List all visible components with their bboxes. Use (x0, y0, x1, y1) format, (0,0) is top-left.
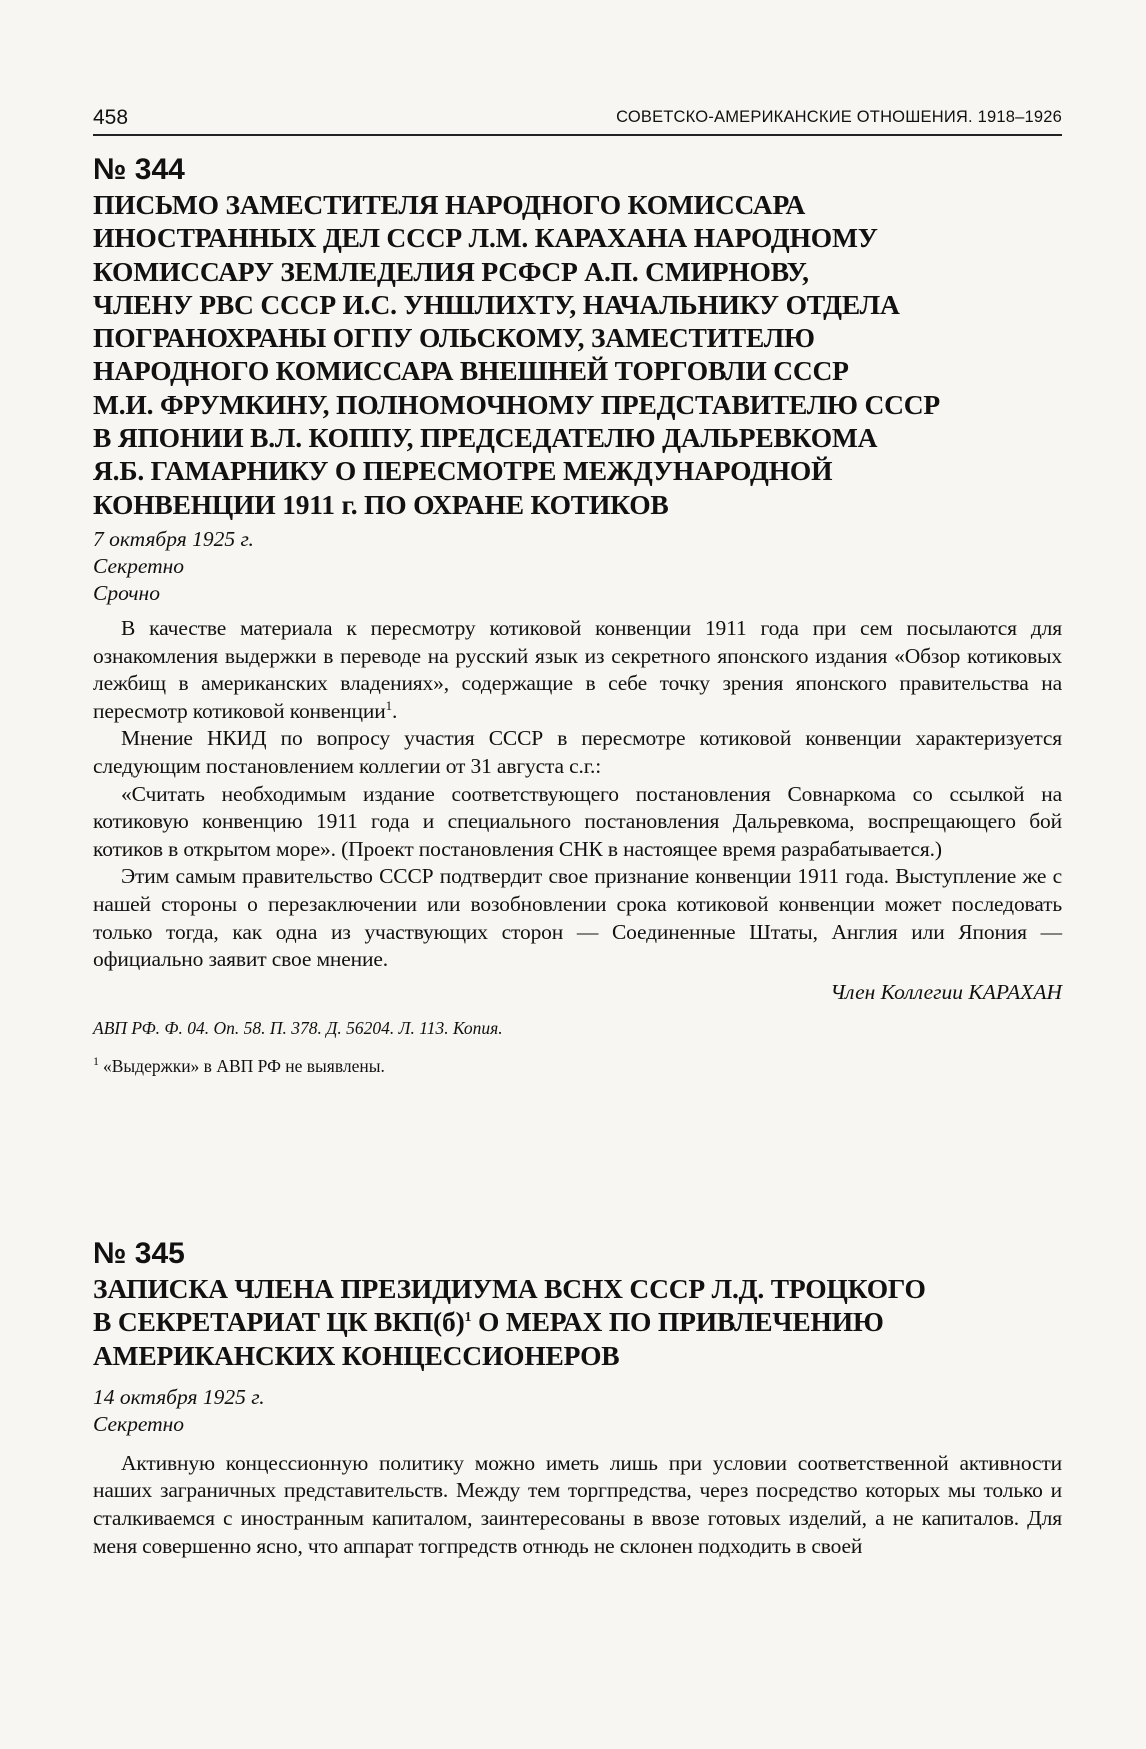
title-line: НАРОДНОГО КОМИССАРА ВНЕШНЕЙ ТОРГОВЛИ СССР (93, 355, 849, 387)
document-number: № 344 (93, 153, 185, 186)
book-title: СОВЕТСКО-АМЕРИКАНСКИЕ ОТНОШЕНИЯ. 1918–1926 (616, 108, 1062, 126)
secrecy-mark: Секретно (93, 553, 185, 578)
title-line: М.И. ФРУМКИНУ, ПОЛНОМОЧНОМУ ПРЕДСТАВИТЕЛЮ СССР (93, 388, 941, 420)
title-line: ПИСЬМО ЗАМЕСТИТЕЛЯ НАРОДНОГО КОМИССАРА (93, 189, 806, 220)
paragraph: В качестве материала к пересмотру котиковой конвенции 1911 года при сем посылаются для ознакомления выдержки в переводе на русский язык из секретного японского издания «Обзор котиковых лежбищ в американских владениях», содержащие в себе точку зрения японского правительства на пересмотр котиковой конвенции$^1$. (93, 615, 1062, 723)
paragraph: Мнение НКИД по вопросу участия СССР в пересмотре котиковой конвенции характеризуется следующим постановлением коллегии от 31 августа с.г.: (93, 726, 1062, 778)
document-date: 14 октября 1925 г. (93, 1384, 265, 1409)
document-title (93, 1272, 1062, 1372)
paragraph: Активную концессионную политику можно иметь лишь при условии соответственной активности наших заграничных представительств. Между тем торгпредства, через посредство которых мы только и сталкиваемся с иностранным капиталом, заинтересованы в ввозе готовых изделий, а не капиталов. Для меня совершенно ясно, что аппарат тогпредств отнюдь не склонен подходить в своей (93, 1450, 1062, 1558)
title-line: В СЕКРЕТАРИАТ ЦК $ВКП(б)^1$ О МЕРАХ ПО ПРИВЛЕЧЕНИЮ (93, 1306, 884, 1338)
quote-paragraph: «Считать необходимым издание соответствующего постановления Совнаркома со ссылкой на котиковую конвенцию 1911 года и специального постановления Дальревкома, воспрещающего бой котиков в открытом море». (Проект постановления СНК в настоящее время разрабатывается.) (93, 781, 1062, 861)
title-line: КОМИССАРУ ЗЕМЛЕДЕЛИЯ РСФСР А.П. СМИРНОВУ, (93, 255, 809, 287)
title-line: ИНОСТРАННЫХ ДЕЛ СССР Л.М. КАРАХАНА НАРОДНОМУ (93, 222, 878, 254)
footnote-ref: 1 (385, 697, 392, 713)
document-345 (93, 1237, 1062, 1560)
secrecy-mark: Секретно (93, 1411, 185, 1436)
document-number: № 345 (93, 1237, 185, 1270)
urgency-mark: Срочно (93, 580, 160, 605)
page-number: 458 (93, 106, 129, 129)
footnote-mark: 1 (93, 1053, 99, 1068)
archive-reference: АВП РФ. Ф. 04. Оп. 58. П. 378. Д. 56204. Л. 113. Копия. (93, 1017, 503, 1038)
title-line: АМЕРИКАНСКИХ КОНЦЕССИОНЕРОВ (93, 1339, 620, 1371)
paragraph: Этим самым правительство СССР подтвердит свое признание конвенции 1911 года. Выступление же с нашей стороны о перезаключении или возобновлении срока котиковой конвенции может последовать только тогда, как одна из участвующих сторон — Соединенные Штаты, Англия или Япония — официально заявит свое мнение. (93, 864, 1062, 972)
footnote-ref: 1 (464, 1310, 472, 1326)
signature: Член Коллегии КАРАХАН (830, 979, 1062, 1004)
document-title (93, 188, 1062, 521)
title-line: Я.Б. ГАМАРНИКУ О ПЕРЕСМОТРЕ МЕЖДУНАРОДНОЙ (93, 455, 833, 487)
title-line: В ЯПОНИИ В.Л. КОППУ, ПРЕДСЕДАТЕЛЮ ДАЛЬРЕВКОМА (93, 422, 878, 454)
footnote: $^1$ «Выдержки» в АВП РФ не выявлены. (93, 1053, 385, 1076)
document-date: 7 октября 1925 г. (93, 526, 254, 551)
document-344 (93, 153, 1062, 1078)
running-header (93, 106, 1062, 136)
title-line: ЧЛЕНУ РВС СССР И.С. УНШЛИХТУ, НАЧАЛЬНИКУ ОТДЕЛА (93, 288, 900, 320)
title-line: КОНВЕНЦИИ 1911 г. ПО ОХРАНЕ КОТИКОВ (93, 488, 669, 520)
title-line: ЗАПИСКА ЧЛЕНА ПРЕЗИДИУМА ВСНХ СССР Л.Д. ТРОЦКОГО (93, 1273, 926, 1304)
title-line: ПОГРАНОХРАНЫ ОГПУ ОЛЬСКОМУ, ЗАМЕСТИТЕЛЮ (93, 322, 815, 354)
